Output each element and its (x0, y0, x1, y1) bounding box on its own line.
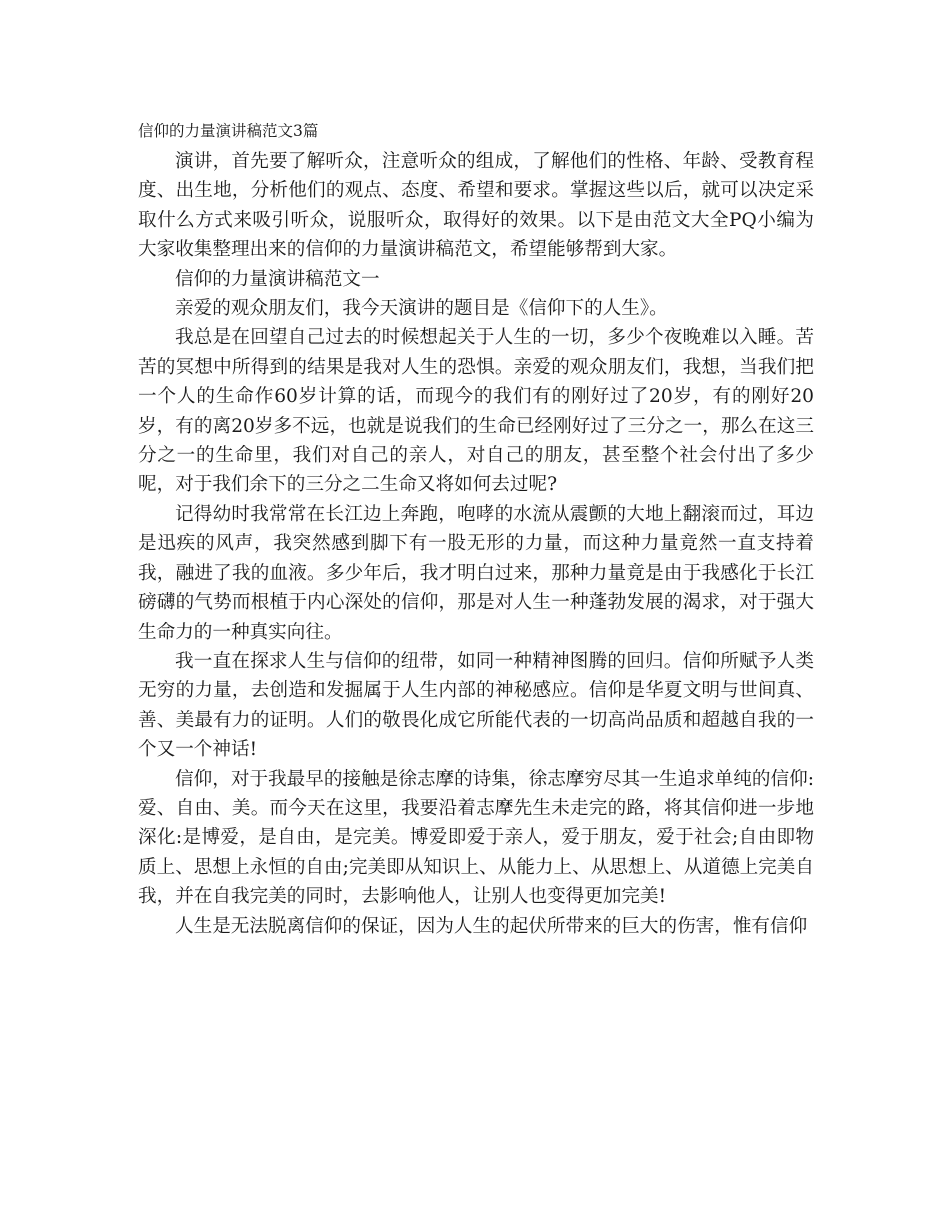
body-paragraph: 信仰，对于我最早的接触是徐志摩的诗集，徐志摩穷尽其一生追求单纯的信仰:爱、自由、美。而今天在这里，我要沿着志摩先生未走完的路，将其信仰进一步地深化:是博爱，是自由，是完美。博爱即爱于亲人，爱于朋友，爱于社会;自由即物质上、思想上永恒的自由;完美即从知识上、从能力上、从思想上、从道德上完美自我，并在自我完美的同时，去影响他人，让别人也变得更加完美! (138, 768, 814, 908)
greeting-paragraph: 亲爱的观众朋友们，我今天演讲的题目是《信仰下的人生》。 (175, 298, 668, 320)
body-paragraph: 人生是无法脱离信仰的保证，因为人生的起伏所带来的巨大的伤害，惟有信仰 (175, 915, 808, 937)
document-title: 信仰的力量演讲稿范文3篇 (138, 122, 319, 140)
body-paragraph: 记得幼时我常常在长江边上奔跑，咆哮的水流从震颤的大地上翻滚而过，耳边是迅疾的风声，我突然感到脚下有一股无形的力量，而这种力量竟然一直支持着我，融进了我的血液。多少年后，我才明白过来，那种力量竟是由于我感化于长江磅礴的气势而根植于内心深处的信仰，那是对人生一种蓬勃发展的渴求，对于强大生命力的一种真实向往。 (138, 503, 814, 643)
body-paragraph: 我一直在探求人生与信仰的纽带，如同一种精神图腾的回归。信仰所赋予人类无穷的力量，去创造和发掘属于人生内部的神秘感应。信仰是华夏文明与世间真、善、美最有力的证明。人们的敬畏化成它所能代表的一切高尚品质和超越自我的一个又一个神话! (138, 650, 814, 761)
document-body (138, 119, 814, 941)
body-paragraph: 我总是在回望自己过去的时候想起关于人生的一切，多少个夜晚难以入睡。苦苦的冥想中所得到的结果是我对人生的恐惧。亲爱的观众朋友们，我想，当我们把一个人的生命作60岁计算的话，而现今的我们有的刚好过了20岁，有的刚好20岁，有的离20岁多不远，也就是说我们的生命已经刚好过了三分之一，那么在这三分之一的生命里，我们对自己的亲人，对自己的朋友，甚至整个社会付出了多少呢，对于我们余下的三分之二生命又将如何去过呢? (138, 327, 814, 496)
intro-paragraph: 演讲，首先要了解听众，注意听众的组成，了解他们的性格、年龄、受教育程度、出生地，分析他们的观点、态度、希望和要求。掌握这些以后，就可以决定采取什么方式来吸引听众，说服听众，取得好的效果。以下是由范文大全PQ小编为大家收集整理出来的信仰的力量演讲稿范文，希望能够帮到大家。 (138, 151, 814, 261)
section-heading: 信仰的力量演讲稿范文一 (175, 268, 380, 290)
